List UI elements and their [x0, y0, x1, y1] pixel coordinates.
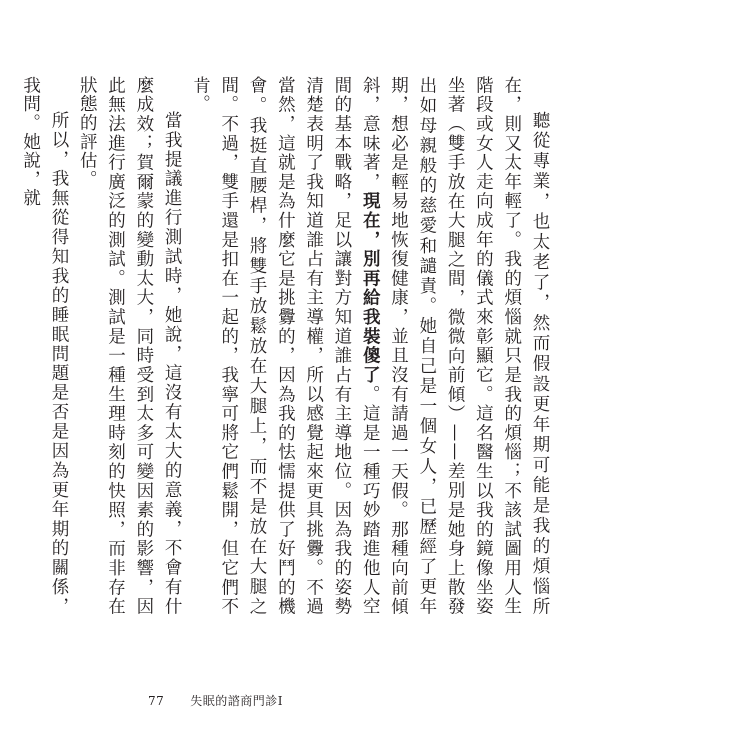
paragraph-1-part-2: 。這是一種巧妙踏進他人空間的基本戰略，足以讓對方知道誰占有主導地位。因為我的姿勢清楚表明了我知道誰占有主導權，所以感覺起來更具挑釁。不過當然，這就是為什麼它是挑釁的，因為我的怯懦提供了好鬥的機會。我挺直腰桿，將雙手放鬆放在大腿上，而不是放在大腿之間。不過，雙手還是扣在一起的，我寧可將它們鬆開，但它們不肯。 — [190, 76, 381, 616]
paragraph-2: 當我提議進行測試時，她說，這沒有太大的意義，不會有什麼成效；賀爾蒙的變動太大，同時受到太多可變因素的影響，因此無法進行廣泛的測試。測試是一種生理時刻的快照，而非存在狀態的評估。 — [77, 76, 183, 616]
paragraph-3: 所以，我無從得知我的睡眠問題是否是因為更年期的關係，我問。她說，就 — [20, 76, 69, 616]
body-text — [16, 76, 554, 616]
paragraph-1-part-1: 聽從專業，也太老了，然而假設更年期可能是我的煩惱所在，則又太年輕了。我的煩惱就只是我的煩惱；不該試圖用人生階段或女人走向成年的儀式來彰顯它。這名醫生以我的鏡像坐姿坐著（雙手放在大腿之間，微微向前傾）——差別是她身上散發出如母親般的慈愛和譴責。她自己是一個女人，已歷經了更年期，想必是輕易地恢復健康，並且沒有請過一天假。那種向前傾斜，意味著， — [360, 76, 550, 616]
page-number: 77 — [148, 694, 165, 708]
page-footer — [148, 692, 283, 709]
paragraph-1 — [186, 76, 554, 616]
emphasis-text: 現在，別再給我裝傻了 — [360, 191, 381, 385]
running-title: 失眠的諮商門診I — [190, 694, 284, 708]
